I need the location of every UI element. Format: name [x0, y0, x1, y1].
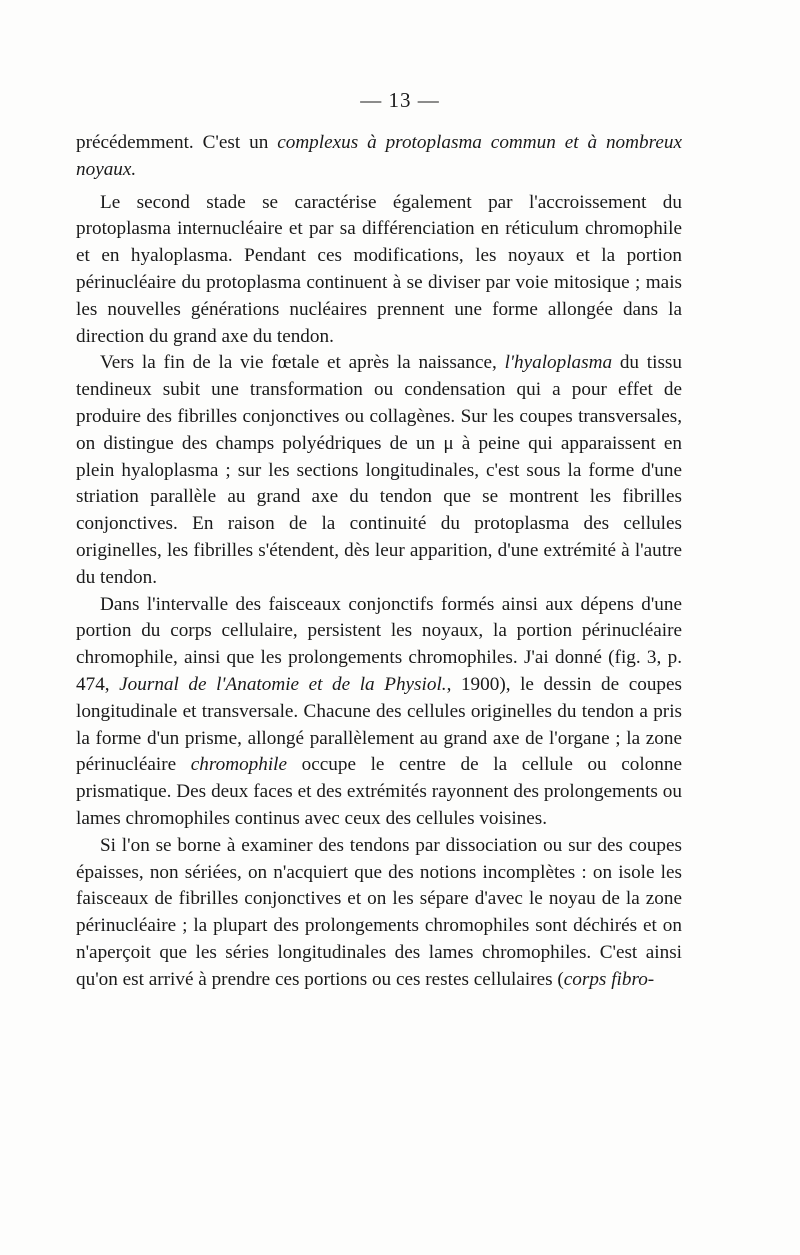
italic-run: corps fibro- — [563, 968, 655, 990]
text-run: Dans l'intervalle des faisceaux conjonctifs formés ainsi aux dépens d'une portion du corps cellulaire, persistent les noyaux, la portion périnucléaire chromophile, ainsi que les prolongements chromophiles. J'ai donné (fig. 3, p. 474, — [76, 593, 682, 695]
paragraph-1 — [76, 130, 682, 184]
italic-run: chromophile — [190, 754, 288, 776]
paragraph-3 — [76, 350, 682, 591]
body-text — [76, 130, 682, 994]
text-run: du tissu tendineux subit une transformation ou condensation qui a pour effet de produire des fibrilles conjonctives ou collagènes. Sur les coupes transversales, on distingue des champs polyédriques de un μ à peine qui apparaissent en plein hyaloplasma ; sur les sections longitudinales, c'est sous la forme d'une striation parallèle au grand axe du tendon que se montrent les fibrilles conjonctives. En raison de la continuité du protoplasma des cellules originelles, les fibrilles s'étendent, dès leur apparition, d'une extrémité à l'autre du tendon. — [76, 352, 682, 588]
italic-run: l'hyaloplasma — [504, 352, 613, 374]
text-run: Vers la fin de la vie fœtale et après la naissance, — [100, 352, 505, 374]
text-run: précédemment. C'est un — [76, 132, 278, 153]
text-run: occupe le centre de la cellule ou colonne prismatique. Des deux faces et des extrémités rayonnent des prolongements ou lames chromophiles continus avec ceux des cellules voisines. — [76, 754, 682, 829]
paragraph-4 — [76, 592, 682, 833]
paragraph-5 — [76, 833, 682, 994]
page-number: — 13 — — [360, 88, 440, 112]
italic-run: Journal de l'Anatomie et de la Physiol. — [119, 673, 447, 695]
text-run: Si l'on se borne à examiner des tendons par dissociation ou sur des coupes épaisses, non sériées, on n'acquiert que des notions incomplètes : on isole les faisceaux de fibrilles conjonctives et on les sépare d'avec le noyau de la zone périnucléaire ; la plupart des prolongements chromophiles sont déchirés et on n'aperçoit que les séries longitudinales des lames chromophiles. C'est ainsi qu'on est arrivé à prendre ces portions ou ces restes cellulaires ( — [76, 834, 682, 990]
italic-run: complexus à protoplasma commun et à nombreux noyaux. — [76, 132, 682, 180]
paragraph-2 — [76, 190, 682, 351]
text-run: Le second stade se caractérise également par l'accroissement du protoplasma internucléaire et par sa différenciation en réticulum chromophile et en hyaloplasma. Pendant ces modifications, les noyaux et la portion périnucléaire du protoplasma continuent à se diviser par voie mitosique ; mais les nouvelles générations nucléaires prennent une forme allongée dans la direction du grand axe du tendon. — [76, 191, 682, 347]
text-run: , 1900), le dessin de coupes longitudinale et transversale. Chacune des cellules originelles du tendon a pris la forme d'un prisme, allongé parallèlement au grand axe de l'organe ; la zone périnucléaire — [76, 673, 682, 776]
